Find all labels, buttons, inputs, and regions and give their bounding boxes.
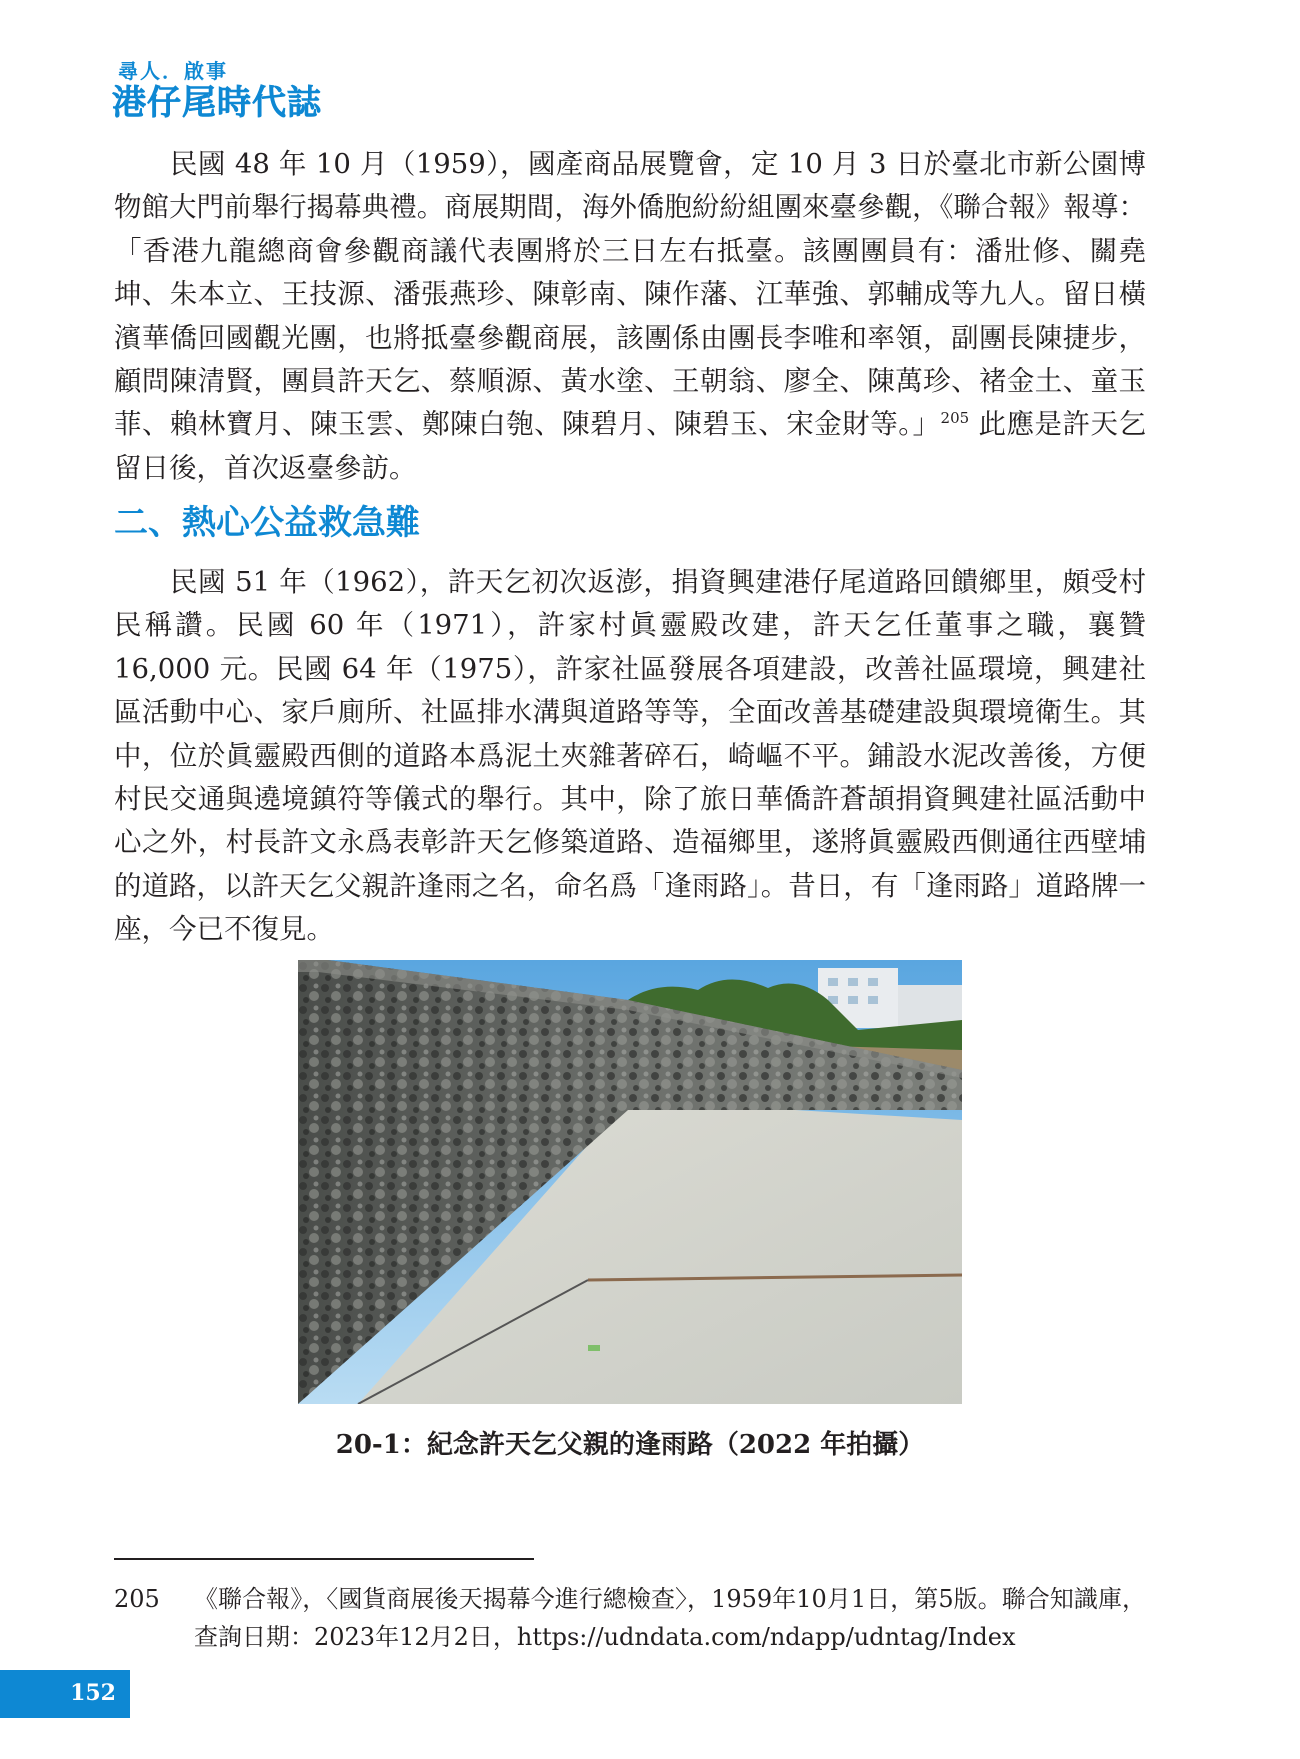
section-title: 二、熱心公益救急難 [114, 503, 420, 543]
paragraph-1 [114, 143, 1146, 490]
road-wall-photo [298, 960, 962, 1404]
page-number-tab [0, 1670, 130, 1718]
footnote-divider [114, 1558, 534, 1560]
footnote-ref[interactable]: 205 [940, 409, 970, 428]
paragraph-2: 民國 51 年（1962），許天乞初次返澎，捐資興建港仔尾道路回饋鄉里，頗受村民稱讚。民國 60 年（1971），許家村眞靈殿改建，許天乞任董事之職，襄贊 16,000 元。民國 64 年（1975），許家社區發展各項建設，改善社區環境，興建社區活動中心、家戶廁所、社區排水溝與道路等等，全面改善基礎建設與環境衛生。其中，位於眞靈殿西側的道路本爲泥土夾雜著碎石，崎嶇不平。鋪設水泥改善後，方便村民交通與遶境鎮符等儀式的舉行。其中，除了旅日華僑許蒼頡捐資興建社區活動中心之外，村長許文永爲表彰許天乞修築道路、造福鄉里，遂將眞靈殿西側通往西壁埔的道路，以許天乞父親許逢雨之名，命名爲「逢雨路」。昔日，有「逢雨路」道路牌一座，今已不復見。 [114, 566, 1146, 946]
page-number: 152 [70, 1680, 116, 1706]
paragraph-1-tail: 此應是許天乞留日後，首次返臺參訪。 [114, 408, 1146, 484]
footnote [114, 1580, 1146, 1656]
book-title: 港仔尾時代誌 [112, 83, 322, 123]
book-logo [112, 55, 372, 123]
footnote-number: 205 [114, 1585, 160, 1613]
footnote-text: 《聯合報》，〈國貨商展後天揭幕今進行總檢查〉，1959年10月1日，第5版。聯合知識庫，查詢日期：2023年12月2日，https://udndata.com/ndapp/udntag/Index [194, 1585, 1146, 1651]
paragraph-1-text: 民國 48 年 10 月（1959），國產商品展覽會，定 10 月 3 日於臺北市新公園博物館大門前舉行揭幕典禮。商展期間，海外僑胞紛紛組團來臺參觀，《聯合報》報導：「香港九龍總商會參觀商議代表團將於三日左右抵臺。該團團員有：潘壯修、關堯坤、朱本立、王技源、潘張燕珍、陳彰南、陳作藩、江華強、郭輔成等九人。留日橫濱華僑回國觀光團，也將抵臺參觀商展，該團係由團長李唯和率領，副團長陳捷步，顧問陳清賢，團員許天乞、蔡順源、黃水塗、王朝翁、廖全、陳萬珍、褚金土、童玉菲、賴林寶月、陳玉雲、鄭陳白匏、陳碧月、陳碧玉、宋金財等。」 [114, 148, 1146, 441]
series-label: 尋人．啟事 [118, 59, 228, 83]
figure-caption: 20-1：紀念許天乞父親的逢雨路（2022 年拍攝） [335, 1430, 925, 1460]
